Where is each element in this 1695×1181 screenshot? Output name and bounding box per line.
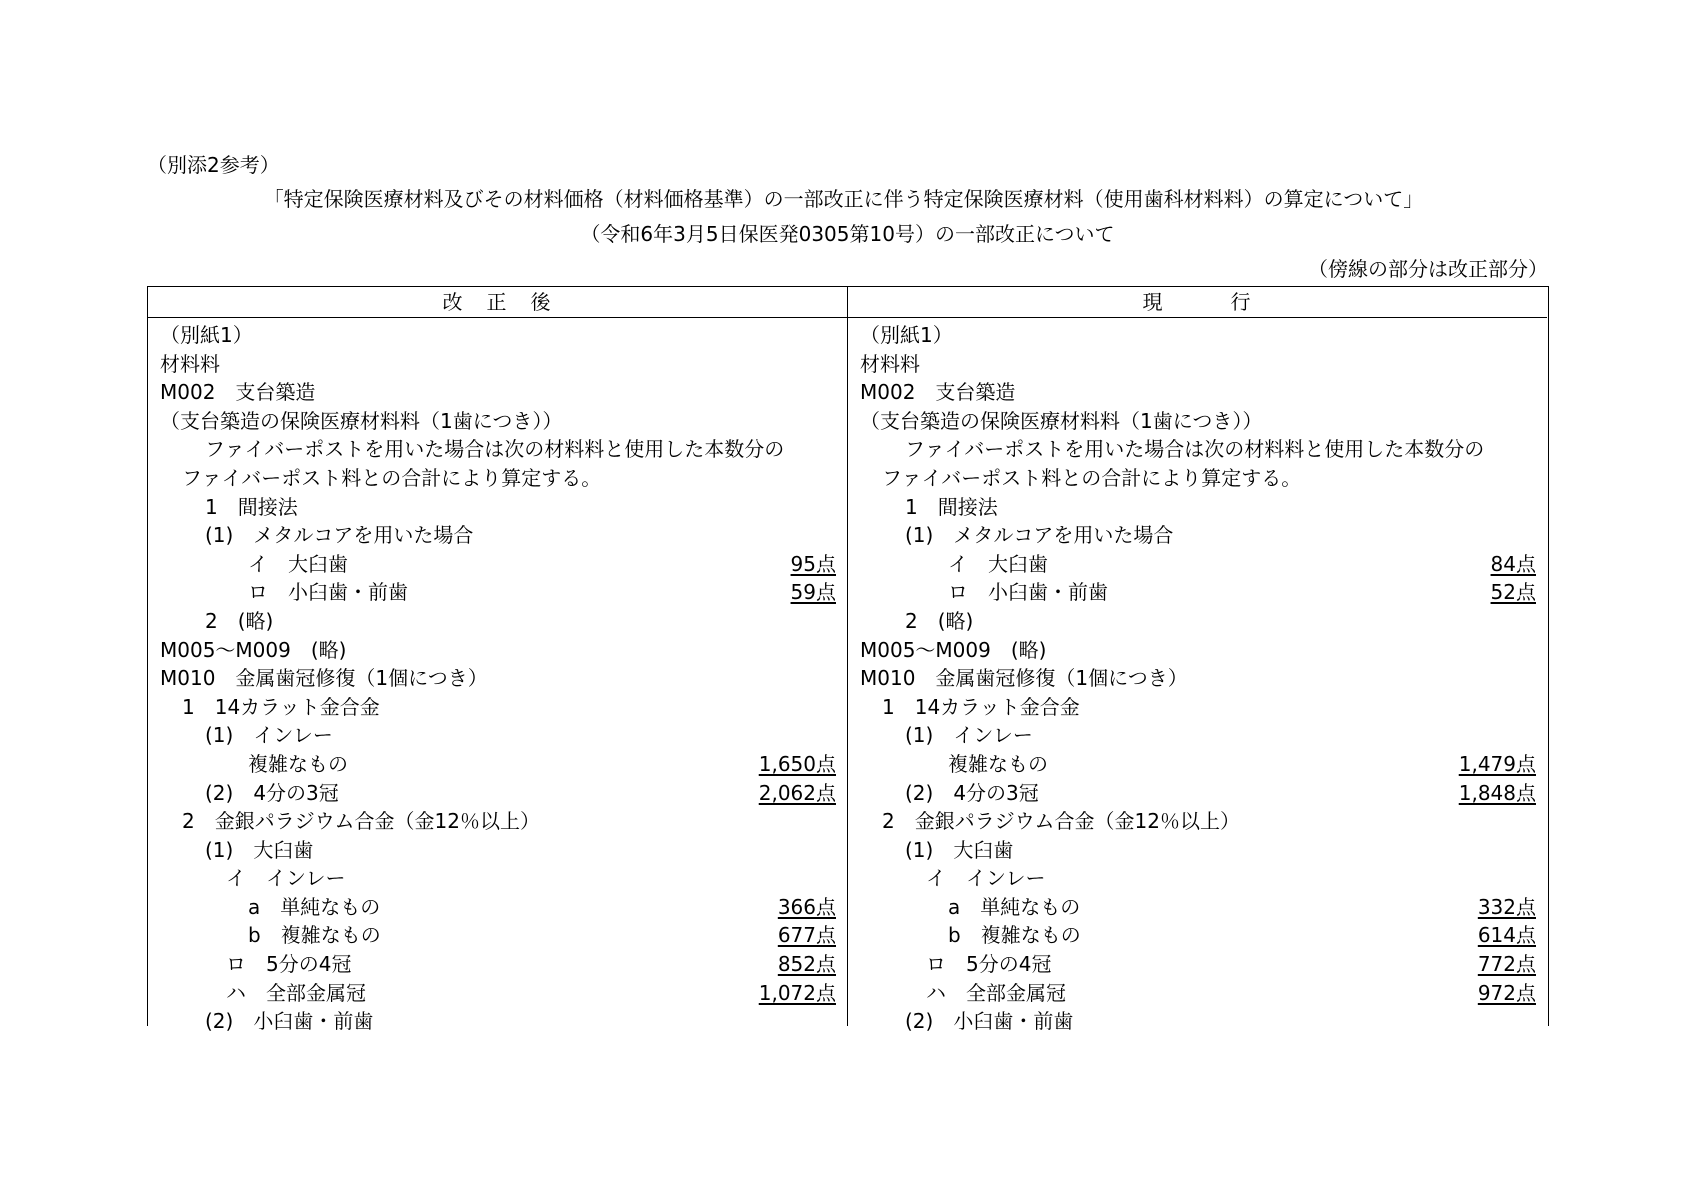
row-text: 1 間接法 bbox=[205, 494, 298, 519]
row-text: ハ 全部金属冠 bbox=[226, 980, 366, 1005]
row-points: 95点 bbox=[790, 551, 836, 576]
row-text: (1) メタルコアを用いた場合 bbox=[205, 523, 474, 548]
table-row bbox=[148, 636, 847, 665]
table-row bbox=[848, 493, 1547, 522]
table-row bbox=[848, 350, 1547, 379]
row-points: 84点 bbox=[1490, 551, 1536, 576]
row-points: 1,650点 bbox=[758, 751, 836, 776]
table-row bbox=[148, 779, 847, 808]
underline-note: （傍線の部分は改正部分） bbox=[1308, 257, 1548, 281]
row-text: a 単純なもの bbox=[248, 894, 381, 919]
row-text: (1) 大臼歯 bbox=[205, 837, 314, 862]
row-points: 52点 bbox=[1490, 580, 1536, 605]
table-row bbox=[148, 378, 847, 407]
table-row bbox=[148, 521, 847, 550]
table-row bbox=[848, 550, 1547, 579]
row-text: 材料料 bbox=[860, 351, 920, 376]
table-row bbox=[848, 464, 1547, 493]
row-text: 2 (略) bbox=[905, 608, 974, 633]
row-text: ファイバーポストを用いた場合は次の材料料と使用した本数分の bbox=[905, 437, 1485, 462]
row-text: ハ 全部金属冠 bbox=[926, 980, 1066, 1005]
row-points: 59点 bbox=[790, 580, 836, 605]
table-row bbox=[848, 407, 1547, 436]
row-points: 677点 bbox=[777, 923, 836, 948]
row-text: 1 14カラット金合金 bbox=[182, 694, 380, 719]
table-row bbox=[848, 836, 1547, 865]
row-text: M005～M009 (略) bbox=[860, 637, 1047, 662]
table-row bbox=[148, 1007, 847, 1036]
table-row bbox=[848, 636, 1547, 665]
column-body-current bbox=[848, 318, 1547, 1036]
row-text: イ 大臼歯 bbox=[948, 551, 1048, 576]
table-row bbox=[848, 378, 1547, 407]
table-row bbox=[148, 693, 847, 722]
table-row bbox=[848, 693, 1547, 722]
row-text: b 複雑なもの bbox=[948, 923, 1081, 948]
table-row bbox=[148, 893, 847, 922]
comparison-table bbox=[147, 286, 1549, 1034]
table-row bbox=[848, 979, 1547, 1008]
table-row bbox=[848, 607, 1547, 636]
row-text: イ 大臼歯 bbox=[248, 551, 348, 576]
table-row bbox=[148, 550, 847, 579]
row-text: M010 金属歯冠修復（1個につき） bbox=[860, 666, 1188, 691]
row-text: ファイバーポスト料との合計により算定する。 bbox=[182, 465, 602, 490]
row-text: b 複雑なもの bbox=[248, 923, 381, 948]
row-text: (2) 小臼歯・前歯 bbox=[205, 1009, 374, 1034]
row-points: 614点 bbox=[1477, 923, 1536, 948]
column-body-revised bbox=[148, 318, 847, 1036]
row-text: (2) 4分の3冠 bbox=[205, 780, 339, 805]
row-text: M010 金属歯冠修復（1個につき） bbox=[160, 666, 488, 691]
table-row bbox=[848, 893, 1547, 922]
column-revised bbox=[148, 287, 848, 1034]
table-row bbox=[148, 864, 847, 893]
table-row bbox=[848, 864, 1547, 893]
row-text: （支台築造の保険医療材料料（1歯につき）） bbox=[160, 408, 563, 433]
row-text: （別紙1） bbox=[160, 323, 253, 347]
row-points: 772点 bbox=[1477, 952, 1536, 977]
row-text: （別紙1） bbox=[860, 323, 953, 347]
table-row bbox=[848, 1007, 1547, 1036]
row-points: 852点 bbox=[777, 952, 836, 977]
row-points: 1,848点 bbox=[1458, 780, 1536, 805]
table-row bbox=[148, 807, 847, 836]
row-text: イ インレー bbox=[926, 866, 1046, 891]
row-text: 2 金銀パラジウム合金（金12％以上） bbox=[182, 809, 540, 834]
row-text: M002 支台築造 bbox=[860, 380, 1016, 405]
row-text: (1) インレー bbox=[205, 723, 333, 748]
table-row bbox=[148, 321, 847, 350]
table-row bbox=[148, 921, 847, 950]
table-row bbox=[848, 721, 1547, 750]
row-points: 1,072点 bbox=[758, 980, 836, 1005]
row-text: 2 金銀パラジウム合金（金12％以上） bbox=[882, 809, 1240, 834]
document-subtitle: （令和6年3月5日保医発0305第10号）の一部改正について bbox=[580, 222, 1115, 246]
row-text: (1) 大臼歯 bbox=[905, 837, 1014, 862]
table-row bbox=[848, 521, 1547, 550]
table-row bbox=[848, 807, 1547, 836]
row-text: 複雑なもの bbox=[948, 751, 1048, 776]
document-title: 「特定保険医療材料及びその材料価格（材料価格基準）の一部改正に伴う特定保険医療材料（使用歯科材料料）の算定について」 bbox=[263, 187, 1424, 211]
table-row bbox=[848, 321, 1547, 350]
row-text: ロ 5分の4冠 bbox=[226, 952, 352, 977]
table-row bbox=[848, 921, 1547, 950]
table-row bbox=[848, 779, 1547, 808]
table-row bbox=[148, 979, 847, 1008]
row-text: (1) メタルコアを用いた場合 bbox=[905, 523, 1174, 548]
table-row bbox=[148, 464, 847, 493]
table-row bbox=[148, 664, 847, 693]
row-text: 複雑なもの bbox=[248, 751, 348, 776]
row-text: 1 14カラット金合金 bbox=[882, 694, 1080, 719]
row-text: (2) 4分の3冠 bbox=[905, 780, 1039, 805]
table-row bbox=[848, 664, 1547, 693]
row-points: 972点 bbox=[1477, 980, 1536, 1005]
row-text: ロ 小臼歯・前歯 bbox=[948, 580, 1108, 605]
row-text: (1) インレー bbox=[905, 723, 1033, 748]
row-points: 366点 bbox=[777, 894, 836, 919]
column-heading-current: 現 行 bbox=[848, 287, 1547, 318]
table-row bbox=[148, 750, 847, 779]
table-row bbox=[848, 578, 1547, 607]
table-row bbox=[848, 950, 1547, 979]
row-text: ロ 小臼歯・前歯 bbox=[248, 580, 408, 605]
table-row bbox=[148, 578, 847, 607]
table-row bbox=[148, 950, 847, 979]
row-text: （支台築造の保険医療材料料（1歯につき）） bbox=[860, 408, 1263, 433]
column-current bbox=[848, 287, 1547, 1034]
table-row bbox=[148, 493, 847, 522]
table-row bbox=[148, 407, 847, 436]
table-row bbox=[148, 435, 847, 464]
row-text: M005～M009 (略) bbox=[160, 637, 347, 662]
row-points: 2,062点 bbox=[758, 780, 836, 805]
attachment-label: （別添2参考） bbox=[147, 153, 280, 177]
table-row bbox=[148, 350, 847, 379]
row-text: 1 間接法 bbox=[905, 494, 998, 519]
table-row bbox=[848, 435, 1547, 464]
table-row bbox=[848, 750, 1547, 779]
table-row bbox=[148, 607, 847, 636]
row-points: 1,479点 bbox=[1458, 751, 1536, 776]
row-points: 332点 bbox=[1477, 894, 1536, 919]
row-text: M002 支台築造 bbox=[160, 380, 316, 405]
row-text: a 単純なもの bbox=[948, 894, 1081, 919]
row-text: ロ 5分の4冠 bbox=[926, 952, 1052, 977]
row-text: ファイバーポストを用いた場合は次の材料料と使用した本数分の bbox=[205, 437, 785, 462]
table-row bbox=[148, 836, 847, 865]
table-row bbox=[148, 721, 847, 750]
row-text: 2 (略) bbox=[205, 608, 274, 633]
row-text: (2) 小臼歯・前歯 bbox=[905, 1009, 1074, 1034]
column-heading-revised: 改 正 後 bbox=[148, 287, 847, 318]
row-text: イ インレー bbox=[226, 866, 346, 891]
row-text: ファイバーポスト料との合計により算定する。 bbox=[882, 465, 1302, 490]
row-text: 材料料 bbox=[160, 351, 220, 376]
